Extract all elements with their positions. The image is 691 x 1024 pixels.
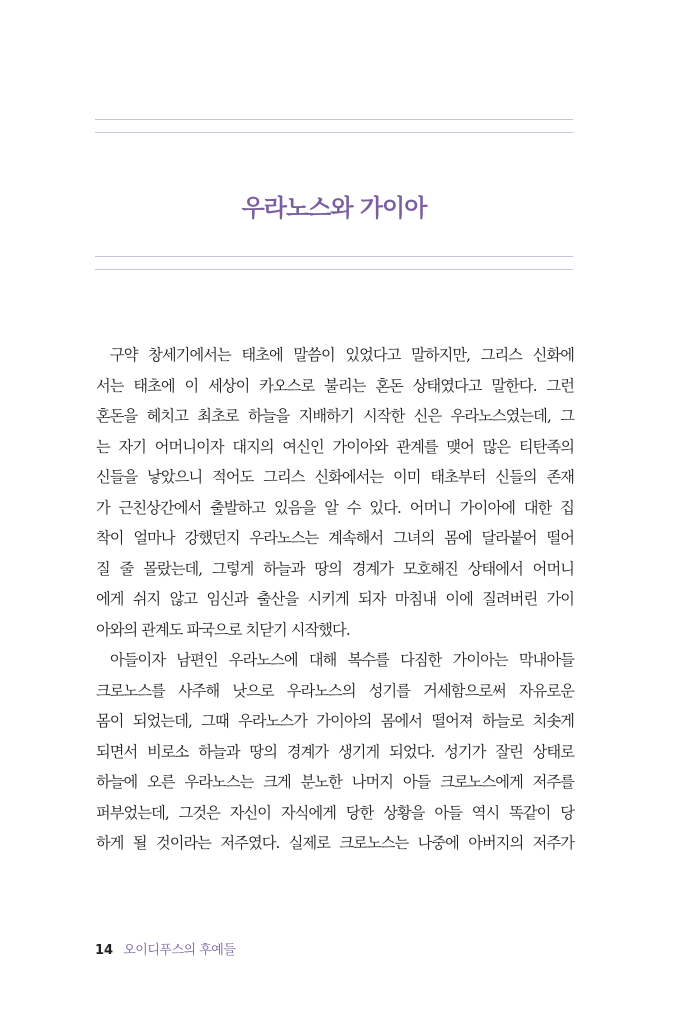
paragraph-1-line: 가 근친상간에서 출발하고 있음을 알 수 있다. 어머니 가이아에 대한 집	[96, 498, 574, 517]
body-text	[96, 340, 574, 859]
paragraph-2-line: 되면서 비로소 하늘과 땅의 경계가 생기게 되었다. 성기가 잘린 상태로	[96, 742, 574, 761]
page-number: 14	[95, 943, 114, 958]
paragraph-1-line: 구약 창세기에서는 태초에 말씀이 있었다고 말하지만, 그리스 신화에	[110, 346, 574, 364]
title-rule-top	[95, 256, 573, 257]
running-book-title: 오이디푸스의 후예들	[123, 943, 236, 958]
title-rule-bottom	[95, 269, 573, 270]
paragraph-1-line: 혼돈을 헤치고 최초로 하늘을 지배하기 시작한 신은 우라노스였는데, 그	[96, 407, 574, 425]
paragraph-2-line: 몸이 되었는데, 그때 우라노스가 가이아의 몸에서 떨어져 하늘로 치솟게	[96, 712, 574, 730]
header-rule-bottom	[95, 132, 573, 133]
page-footer	[95, 940, 235, 962]
paragraph-1-line: 아와의 관계도 파국으로 치닫기 시작했다.	[96, 620, 350, 639]
paragraph-1-line: 신들을 낳았으니 적어도 그리스 신화에서는 이미 태초부터 신들의 존재	[96, 468, 574, 486]
paragraph-2-line: 퍼부었는데, 그것은 자신이 자식에게 당한 상황을 아들 역시 똑같이 당	[96, 803, 574, 822]
paragraph-1-line: 는 자기 어머니이자 대지의 여신인 가이아와 관계를 맺어 많은 티탄족의	[96, 437, 574, 456]
paragraph-2-line: 하늘에 오른 우라노스는 크게 분노한 나머지 아들 크로노스에게 저주를	[96, 773, 574, 791]
paragraph-1-line: 에게 쉬지 않고 임신과 출산을 시키게 되자 마침내 이에 질려버린 가이	[96, 590, 574, 608]
paragraph-1-line: 서는 태초에 이 세상이 카오스로 불리는 혼돈 상태였다고 말한다. 그런	[96, 376, 574, 395]
header-rule-top	[95, 119, 573, 120]
paragraph-1-line: 질 줄 몰랐는데, 그렇게 하늘과 땅의 경계가 모호해진 상태에서 어머니	[96, 559, 574, 578]
paragraph-2-line: 하게 될 것이라는 저주였다. 실제로 크로노스는 나중에 아버지의 저주가	[96, 834, 574, 852]
paragraph-2-line: 아들이자 남편인 우라노스에 대해 복수를 다짐한 가이아는 막내아들	[110, 651, 574, 669]
chapter-title: 우라노스와 가이아	[241, 194, 427, 223]
paragraph-1-line: 착이 얼마나 강했던지 우라노스는 계속해서 그녀의 몸에 달라붙어 떨어	[96, 529, 574, 547]
paragraph-2-line: 크로노스를 사주해 낫으로 우라노스의 성기를 거세함으로써 자유로운	[96, 681, 574, 700]
